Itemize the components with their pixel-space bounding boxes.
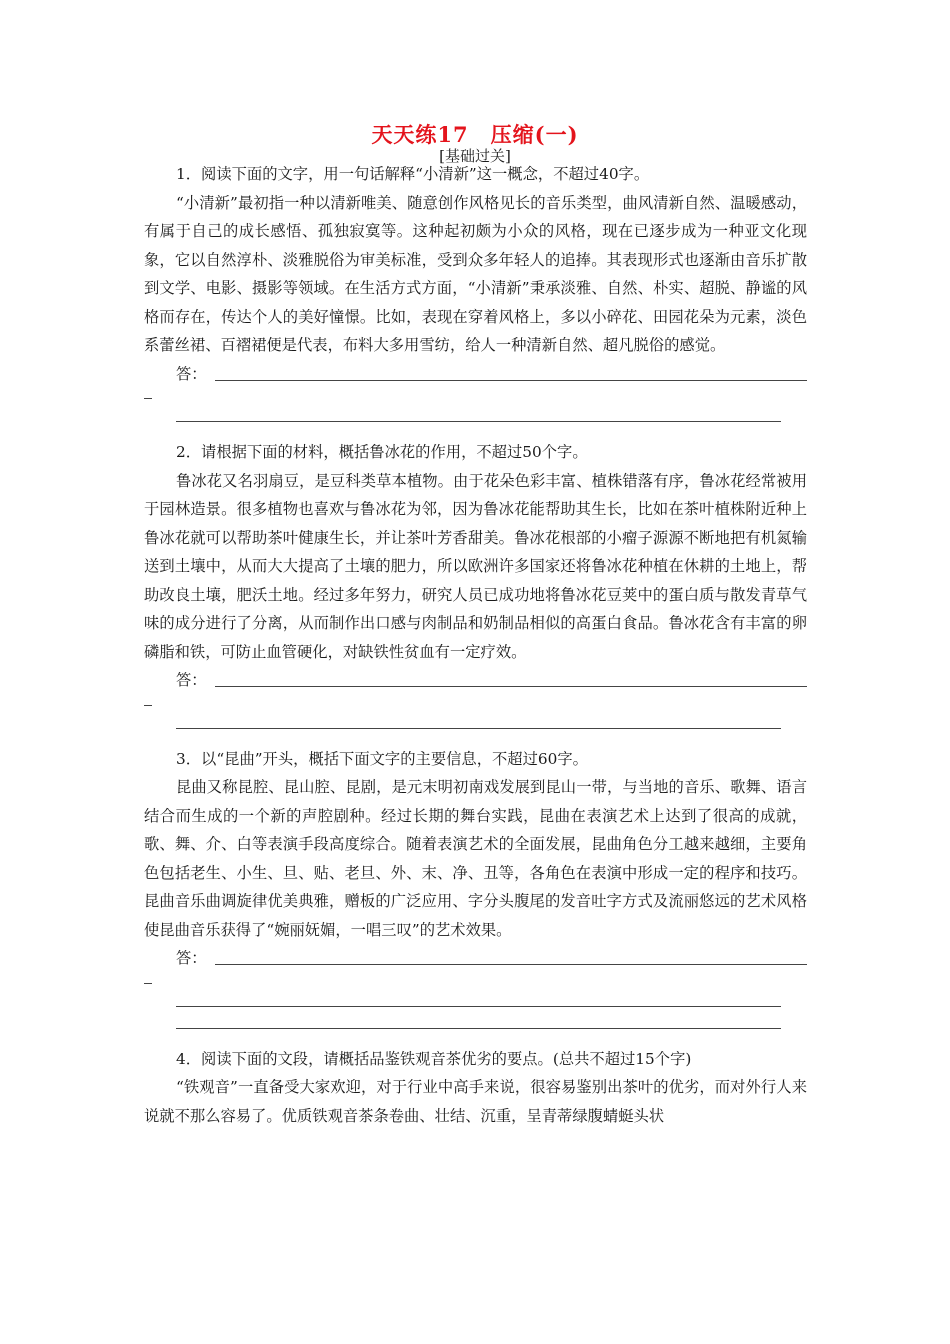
question-3-blank-row-1[interactable] (144, 995, 807, 1017)
line-stub (144, 398, 152, 399)
question-1-passage: “小清新”最初指一种以清新唯美、随意创作风格见长的音乐类型，曲风清新自然、温暖感动，有属于自己的成长感悟、孤独寂寞等。这种起初颇为小众的风格，现在已逐步成为一种亚文化现象，它以自然淳朴、淡雅脱俗为审美标准，受到众多年轻人的追捧。其表现形式也逐渐由音乐扩散到文学、电影、摄影等领域。在生活方式方面，“小清新”秉承淡雅、自然、朴实、超脱、静谧的风格而存在，传达个人的美好憧憬。比如，表现在穿着风格上，多以小碎花、田园花朵为元素，淡色系蕾丝裙、百褶裙便是代表，布料大多用雪纺，给人一种清新自然、超凡脱俗的感觉。 (144, 193, 807, 354)
answer-blank-line (176, 1006, 781, 1007)
question-2-prompt: 2．请根据下面的材料，概括鲁冰花的作用，不超过50个字。 (176, 443, 588, 461)
question-2-blank-row[interactable] (144, 717, 807, 739)
question-1-answer-row (144, 360, 807, 389)
question-2-stub-row (144, 695, 807, 717)
question-3-prompt: 3．以“昆曲”开头，概括下面文字的主要信息，不超过60字。 (176, 749, 588, 768)
question-1-answer-line[interactable] (215, 380, 807, 381)
question-1-answer-label: 答： (176, 364, 207, 383)
question-3-blank-row-2[interactable] (144, 1017, 807, 1039)
question-2-answer-label: 答： (176, 671, 207, 689)
answer-blank-line (176, 728, 781, 729)
question-3-passage: 昆曲又称昆腔、昆山腔、昆剧，是元末明初南戏发展到昆山一带，与当地的音乐、歌舞、语言结合而生成的一个新的声腔剧种。经过长期的舞台实践，昆曲在表演艺术上达到了很高的成就，歌、舞、介、白等表演手段高度综合。随着表演艺术的全面发展，昆曲角色分工越来越细，主要角色包括老生、小生、旦、贴、老旦、外、末、净、丑等，各角色在表演中形成一定的程序和技巧。昆曲音乐曲调旋律优美典雅，赠板的广泛应用、字分头腹尾的发音吐字方式及流丽悠远的艺术风格使昆曲音乐获得了“婉丽妩媚，一唱三叹”的艺术效果。 (144, 778, 807, 939)
answer-blank-line (176, 1028, 781, 1029)
document-title: 天天练17 压缩(一) (371, 122, 579, 147)
question-2-passage: 鲁冰花又名羽扇豆，是豆科类草本植物。由于花朵色彩丰富、植株错落有序，鲁冰花经常被用于园林造景。很多植物也喜欢与鲁冰花为邻，因为鲁冰花能帮助其生长，比如在茶叶植株附近种上鲁冰花就可以帮助茶叶健康生长，并让茶叶芳香甜美。鲁冰花根部的小瘤子源源不断地把有机氮输送到土壤中，从而大大提高了土壤的肥力，所以欧洲许多国家还将鲁冰花种植在休耕的土地上，帮助改良土壤，肥沃土地。经过多年努力，研究人员已成功地将鲁冰花豆荚中的蛋白质与散发青草气味的成分进行了分离，从而制作出口感与肉制品和奶制品相似的高蛋白食品。鲁冰花含有丰富的卵磷脂和铁，可防止血管硬化，对缺铁性贫血有一定疗效。 (144, 471, 807, 661)
document-body (144, 160, 807, 1130)
question-3-answer-label: 答： (176, 949, 207, 967)
question-1-blank-row[interactable] (144, 410, 807, 432)
question-4-prompt: 4．阅读下面的文段，请概括品鉴铁观音茶优劣的要点。(总共不超过15个字) (176, 1049, 692, 1068)
line-stub (144, 705, 152, 706)
question-3-answer-row (144, 944, 807, 973)
section-subtitle: [基础过关] (439, 147, 511, 165)
question-2-answer-row (144, 666, 807, 695)
answer-blank-line (176, 421, 781, 422)
line-stub (144, 983, 152, 984)
question-3-stub-row (144, 973, 807, 995)
question-4-passage: “铁观音”一直备受大家欢迎，对于行业中高手来说，很容易鉴别出茶叶的优劣，而对外行人来说就不那么容易了。优质铁观音茶条卷曲、壮结、沉重，呈青蒂绿腹蜻蜓头状 (144, 1078, 807, 1125)
question-1-stub-row (144, 388, 807, 410)
question-1-prompt: 1．阅读下面的文字，用一句话解释“小清新”这一概念，不超过40字。 (176, 165, 650, 183)
question-2-answer-line[interactable] (215, 686, 807, 687)
question-3-answer-line[interactable] (215, 964, 807, 965)
